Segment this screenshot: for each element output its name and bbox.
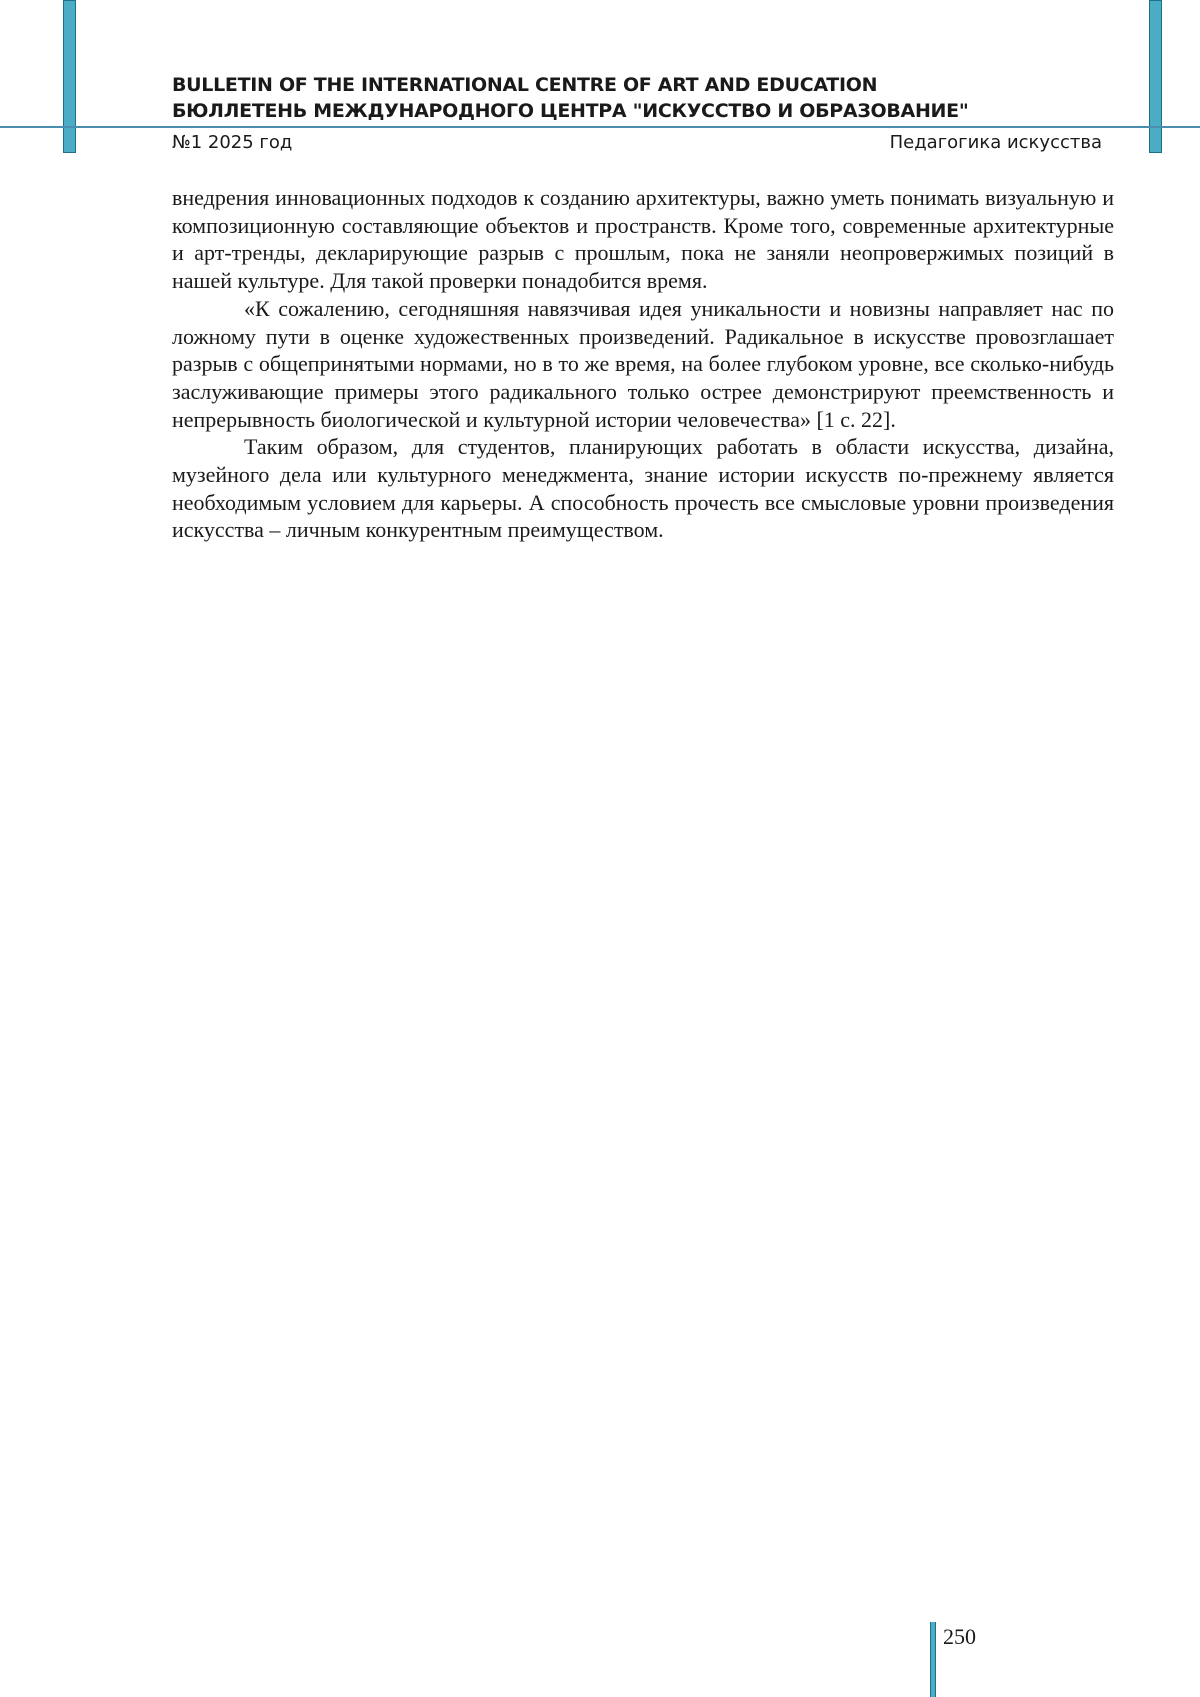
journal-title-english: BULLETIN OF THE INTERNATIONAL CENTRE OF ART AND EDUCATION bbox=[172, 74, 878, 96]
journal-title-russian: БЮЛЛЕТЕНЬ МЕЖДУНАРОДНОГО ЦЕНТРА "ИСКУССТВО И ОБРАЗОВАНИЕ" bbox=[172, 100, 969, 122]
article-body bbox=[172, 184, 1114, 544]
issue-number: №1 2025 год bbox=[172, 132, 293, 153]
left-decorative-bar bbox=[63, 0, 76, 153]
footer-page-bar bbox=[930, 1622, 936, 1697]
paragraph-quote: «К сожалению, сегодняшняя навязчивая идея уникальности и новизны направляет нас по ложному пути в оценке художественных произведений. Радикальное в искусстве провозглашает разрыв с общепринятыми нормами, но в то же время, на более глубоком уровне, все сколько-нибудь заслуживающие примеры этого радикального только острее демонстрируют преемственность и непрерывность биологической и культурной истории человечества» [1 с. 22]. bbox=[172, 295, 1114, 432]
header-divider bbox=[0, 126, 1200, 128]
right-decorative-bar bbox=[1149, 0, 1162, 153]
paragraph-1: внедрения инновационных подходов к созданию архитектуры, важно уметь понимать визуальную и композиционную составляющие объектов и пространств. Кроме того, современные архитектурные и арт-тренды, декларирующие разрыв с прошлым, пока не заняли неопровержимых позиций в нашей культуре. Для такой проверки понадобится время. bbox=[172, 185, 1114, 294]
page-number: 250 bbox=[943, 1624, 976, 1649]
paragraph-conclusion: Таким образом, для студентов, планирующих работать в области искусства, дизайна, музейного дела или культурного менеджмента, знание истории искусств по-прежнему является необходимым условием для карьеры. А способность прочесть все смысловые уровни произведения искусства – личным конкурентным преимуществом. bbox=[172, 434, 1114, 543]
section-title: Педагогика искусства bbox=[889, 132, 1102, 153]
